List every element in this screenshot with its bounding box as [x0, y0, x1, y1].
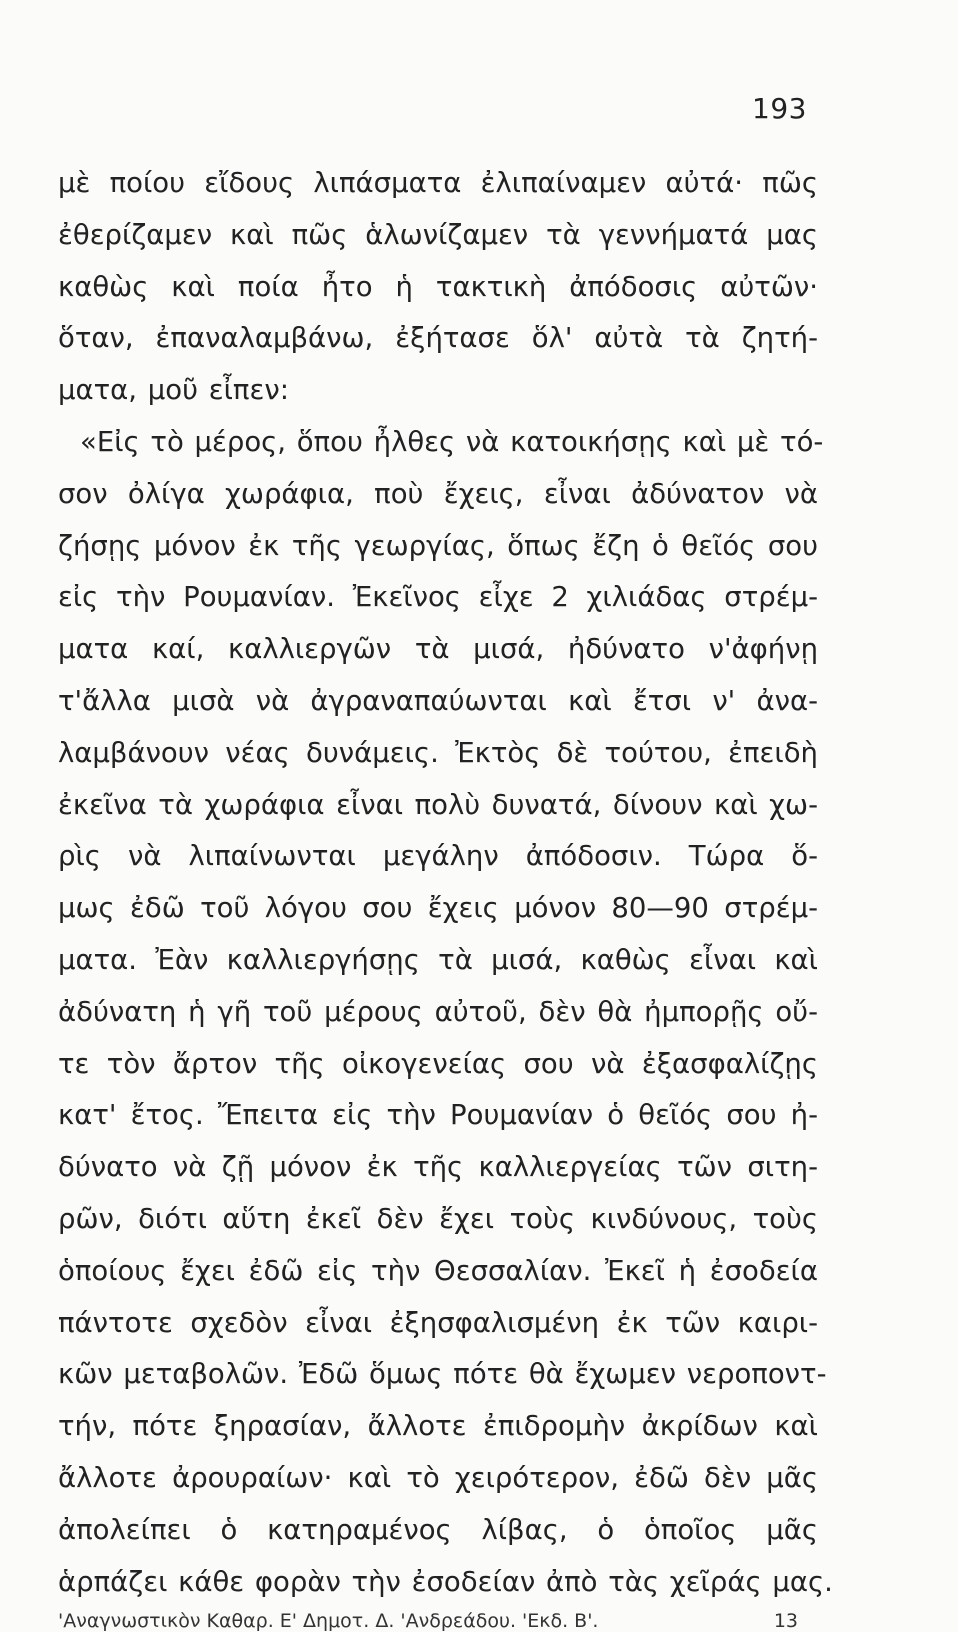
text-line: καθὼς καὶ ποία ἦτο ἡ τακτικὴ ἀπόδοσις αὐτῶν·	[58, 270, 818, 303]
text-line: «Εἰς τὸ μέρος, ὅπου ἦλθες νὰ κατοικήσῃς καὶ μὲ τό-	[80, 425, 824, 458]
text-line: τήν, πότε ξηρασίαν, ἄλλοτε ἐπιδρομὴν ἀκρίδων καὶ	[58, 1410, 818, 1443]
text-line: ἐθερίζαμεν καὶ πῶς ἁλωνίζαμεν τὰ γεννήματά μας	[58, 218, 818, 251]
text-line: ὅταν, ἐπαναλαμβάνω, ἐξήτασε ὅλ' αὐτὰ τὰ ζητή-	[58, 322, 818, 355]
footer-signature-number: 13	[773, 1610, 798, 1632]
text-line: κατ' ἔτος. Ἔπειτα εἰς τὴν Ρουμανίαν ὁ θεῖός σου ἠ-	[58, 1099, 818, 1132]
text-line: ἁρπάζει κάθε φορὰν τὴν ἐσοδείαν ἀπὸ τὰς χεῖράς μας.	[58, 1565, 833, 1598]
text-line: ματα, μοῦ εἶπεν:	[58, 374, 289, 407]
text-line: ὁποίους ἔχει ἐδῶ εἰς τὴν Θεσσαλίαν. Ἐκεῖ ἡ ἐσοδεία	[58, 1254, 818, 1287]
text-line: εἰς τὴν Ρουμανίαν. Ἐκεῖνος εἶχε 2 χιλιάδας στρέμ-	[58, 581, 818, 614]
footer-book-reference: 'Αναγνωστικὸν Καθαρ. Ε' Δημοτ. Δ. 'Ανδρεάδου. 'Εκδ. Β'.	[58, 1610, 599, 1632]
text-line: τε τὸν ἄρτον τῆς οἰκογενείας σου νὰ ἐξασφαλίζῃς	[58, 1047, 818, 1080]
text-line: δύνατο νὰ ζῇ μόνον ἐκ τῆς καλλιεργείας τῶν σιτη-	[58, 1151, 818, 1184]
page-footer	[58, 1610, 798, 1632]
text-line: ἄλλοτε ἀρουραίων· καὶ τὸ χειρότερον, ἐδῶ δὲν μᾶς	[58, 1461, 818, 1494]
text-line: ρὶς νὰ λιπαίνωνται μεγάλην ἀπόδοσιν. Τώρα ὅ-	[58, 840, 818, 873]
text-line: τ'ἄλλα μισὰ νὰ ἀγραναπαύωνται καὶ ἔτσι ν' ἀνα-	[58, 684, 818, 717]
text-line: ἀπολείπει ὁ κατηραμένος λίβας, ὁ ὁποῖος μᾶς	[58, 1513, 818, 1546]
text-line: σον ὀλίγα χωράφια, ποὺ ἔχεις, εἶναι ἀδύνατον νὰ	[58, 477, 818, 510]
text-line: μως ἐδῶ τοῦ λόγου σου ἔχεις μόνον 80—90 στρέμ-	[58, 892, 818, 925]
page-number: 193	[752, 92, 807, 125]
text-line: ματα. Ἐὰν καλλιεργήσῃς τὰ μισά, καθὼς εἶναι καὶ	[58, 943, 818, 976]
text-line: ματα καί, καλλιεργῶν τὰ μισά, ἠδύνατο ν'ἀφήνῃ	[58, 633, 818, 666]
text-line: ἀδύνατη ἡ γῆ τοῦ μέρους αὐτοῦ, δὲν θὰ ἠμπορῇς οὔ-	[58, 995, 818, 1028]
text-line: μὲ ποίου εἴδους λιπάσματα ἐλιπαίναμεν αὐτά· πῶς	[58, 167, 818, 199]
text-line: λαμβάνουν νέας δυνάμεις. Ἐκτὸς δὲ τούτου, ἐπειδὴ	[58, 736, 818, 769]
text-line: ἐκεῖνα τὰ χωράφια εἶναι πολὺ δυνατά, δίνουν καὶ χω-	[58, 788, 818, 821]
text-line: ζήσῃς μόνον ἐκ τῆς γεωργίας, ὅπως ἔζη ὁ θεῖός σου	[58, 529, 818, 562]
text-line: ρῶν, διότι αὕτη ἐκεῖ δὲν ἔχει τοὺς κινδύνους, τοὺς	[58, 1202, 818, 1235]
text-line: κῶν μεταβολῶν. Ἐδῶ ὅμως πότε θὰ ἔχωμεν νεροποντ-	[58, 1358, 827, 1391]
body-text	[58, 158, 833, 1632]
text-line: πάντοτε σχεδὸν εἶναι ἐξησφαλισμένη ἐκ τῶν καιρι-	[58, 1306, 818, 1339]
